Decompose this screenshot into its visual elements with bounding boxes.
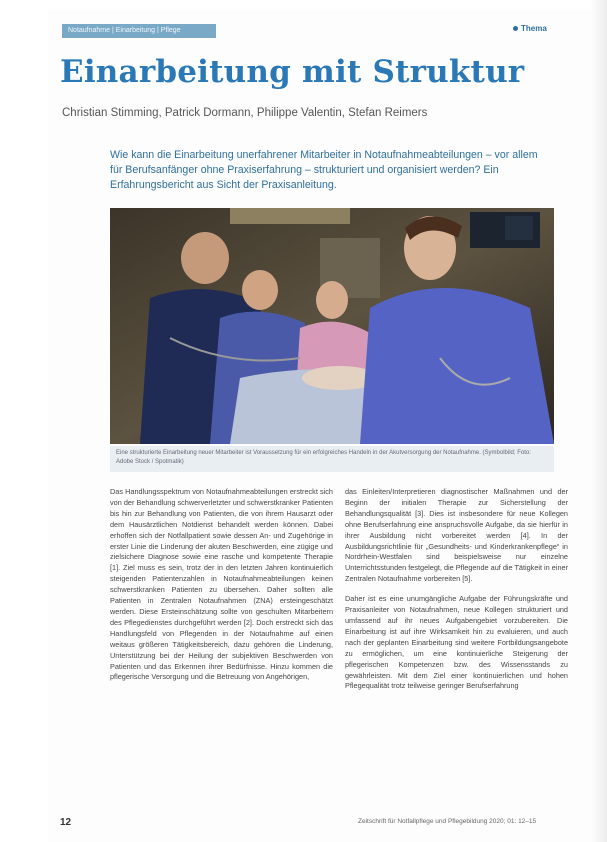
section-label: [513, 24, 547, 33]
section-dot-icon: [513, 26, 518, 31]
article-authors: Christian Stimming, Patrick Dormann, Philippe Valentin, Stefan Reimers: [62, 107, 428, 119]
page-number: 12: [60, 817, 72, 828]
emergency-room-photo: [110, 208, 554, 444]
body-column-right: [345, 487, 568, 701]
article-lead: Wie kann die Einarbeitung unerfahrener Mitarbeiter in Notaufnahmeabteilungen – vor allem für Berufsanfänger ohne Praxiserfahrung – strukturiert und organisiert werden? Ein Erfahrungsbericht aus Sicht der Praxisanleitung.: [110, 149, 538, 191]
scan-margin-left: [0, 0, 48, 842]
rubric-bar: Notaufnahme | Einarbeitung | Pflege: [62, 24, 216, 38]
section-label-text: Thema: [521, 24, 547, 33]
article-photo: [110, 208, 554, 444]
photo-caption: Eine strukturierte Einarbeitung neuer Mitarbeiter ist Voraussetzung für ein erfolgreiches Handeln in der Akutversorgung der Notaufnahme. (Symbolbild; Foto: Adobe Stock / Spotmatik): [110, 446, 554, 472]
body-paragraph: Daher ist es eine unumgängliche Aufgabe der Führungskräfte und Praxisanleiter von Notaufnahmen, neue Kollegen strukturiert und umfassend auf ihr neues Aufgabengebiet vorzubereiten. Die Einarbeitung ist auf ihre Wirksamkeit hin zu evaluieren, und auch nach der geplanten Einarbeitung sind weitere Fortbildungsangebote zu ermöglichen, um eine kontinuierliche Steigerung der pflegerischen Kompetenzen bzw. des Wissensstands zu gewährleisten. Mit dem Ziel einer kontinuierlichen und hohen Pflegequalität trotz teilweise geringer Berufserfahrung: [345, 594, 568, 691]
body-paragraph: das Einleiten/Interpretieren diagnostischer Maßnahmen und der Beginn der initialen Therapie zur Sicherstellung der Behandlungsqualität [3]. Dies ist insbesondere für neue Kollegen ohne Berufserfahrung eine anspruchsvolle Aufgabe, da sie hierfür in ihrer Ausbildung nicht vorbereitet werden [4]. In der Ausbildungsrichtlinie für „Gesundheits- und Kinderkrankenpflege“ in Nordrhein-Westfalen sind beispielsweise nur einzelne Unterrichtsstunden festgelegt, die Pflegende auf die Tätigkeit in einer Zentralen Notaufnahme vorbereiten [5].: [345, 487, 568, 584]
journal-reference: Zeitschrift für Notfallpflege und Pflegebildung 2020; 01: 12–15: [358, 818, 537, 825]
article-title: Einarbeitung mit Struktur: [60, 54, 525, 90]
scan-margin-right: [590, 0, 607, 842]
body-column-left: [110, 487, 333, 692]
body-paragraph: Das Handlungsspektrum von Notaufnahmeabteilungen erstreckt sich von der Behandlung schwerverletzter und schwerstkranker Patienten bis hin zur Behandlung von Patienten, die von ihrem Hausarzt oder dem Hausärztlichen Notdienst behandelt werden können. Dabei erhoffen sich der Notfallpatient sowie dessen An- und Zugehörige in erster Linie die Linderung der akuten Beschwerden, eine zügige und zielsichere Diagnose sowie eine rasche und kompetente Therapie [1]. Ziel muss es sein, trotz der in den letzten Jahren kontinuierlich steigenden Patientenzahlen in Notaufnahmeabteilungen keinen schwerstkranken Patienten zu übersehen. Daher sollten alle Patienten in Zentralen Notaufnahmen (ZNA) ersteingeschätzt werden. Diese Ersteinschätzung sollte von geschulten Mitarbeitern des Pflegedienstes durchgeführt werden [2]. Doch erstreckt sich das Handlungsfeld von Pflegenden in der Notaufnahme auf einen weitaus größeren Tätigkeitsbereich, dazu gehören die Linderung, Unterstützung bei der Heilung der subjektiven Beschwerden von Patienten und das Erkennen ihrer Bedürfnisse. Hinzu kommen die pflegerische Versorgung und die Betreuung von Angehörigen,: [110, 487, 333, 682]
